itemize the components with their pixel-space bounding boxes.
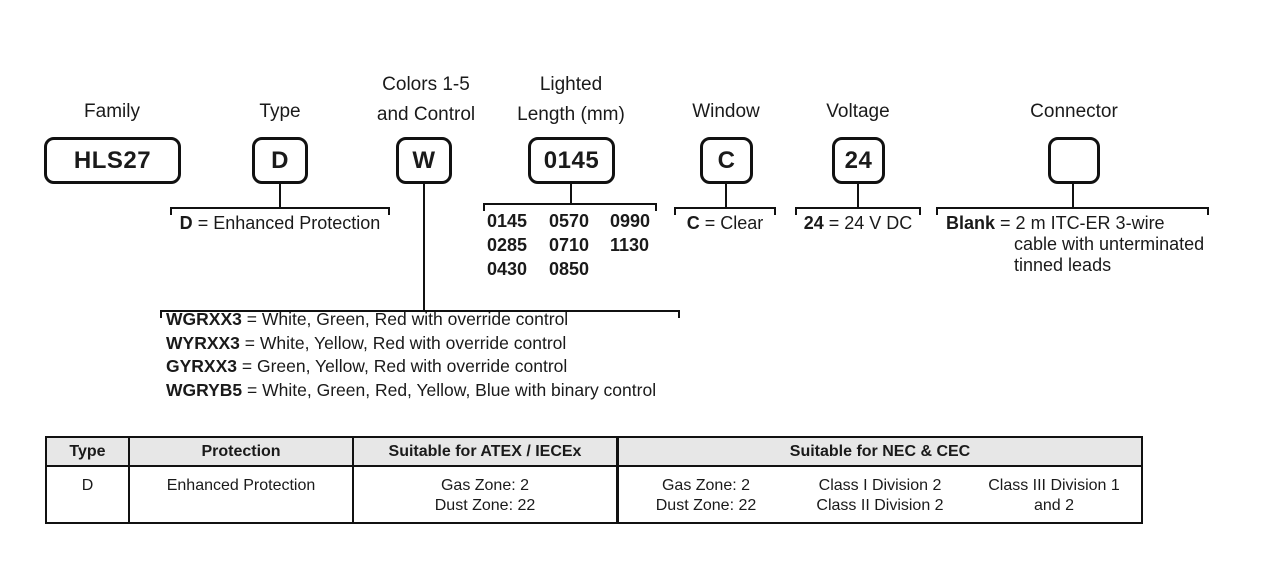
window-label: Window [692,101,760,122]
length-option: 0710 [549,235,590,255]
family-label: Family [84,101,140,122]
header-nec-cec: Suitable for NEC & CEC [789,442,971,460]
voltage-note-key: 24 [803,213,824,233]
length-option: 1130 [610,235,650,255]
window-stem-line [725,184,727,208]
length-bracket [483,203,657,211]
connector-note-line3: tinned leads [1014,255,1112,275]
colors-label [344,70,508,130]
protection-ratings-table [45,436,1143,524]
colors-option: WGRYB5 = White, Green, Red, Yellow, Blue with binary control [166,379,657,400]
window-code-box: C [700,137,753,184]
window-note [674,213,776,234]
type-note-key: D [179,213,193,233]
nec-class-1-2: Class I Division 2 Class II Division 2 [816,477,944,514]
colors-label-line2: and Control [376,104,476,125]
length-code-box: 0145 [528,137,615,184]
window-note-key: C [686,213,700,233]
colors-stem-line [423,184,425,311]
connector-note-key: Blank [946,213,996,233]
connector-code-box [1048,137,1100,184]
length-option: 0570 [549,211,590,231]
type-label: Type [259,101,301,122]
length-option: 0145 [487,211,528,231]
colors-label-line1: Colors 1-5 [382,74,470,95]
connector-label: Connector [1030,101,1118,122]
length-option: 0430 [487,259,528,279]
colors-option: WGRXX3 = White, Green, Red with override control [166,309,569,329]
voltage-note-value: = 24 V DC [828,213,913,233]
header-atex-iecex: Suitable for ATEX / IECEx [354,438,619,465]
cell-atex: Gas Zone: 2 Dust Zone: 22 [354,467,619,522]
voltage-code-box: 24 [832,137,885,184]
colors-options [166,308,656,402]
length-stem-line [570,184,572,204]
family-code-box: HLS27 [44,137,181,184]
length-option: 0285 [487,235,528,255]
length-label [491,70,651,130]
type-note [170,213,390,234]
colors-option: GYRXX3 = Green, Yellow, Red with override control [166,356,568,376]
type-code-box: D [252,137,308,184]
voltage-stem-line [857,184,859,208]
connector-note-line1: Blank = 2 m ITC-ER 3-wire [946,213,1165,233]
length-option: 0850 [549,259,590,279]
type-stem-line [279,184,281,208]
length-options [487,211,672,283]
nec-class-3: Class III Division 1 and 2 [988,477,1120,514]
connector-note-line2: cable with unterminated [1014,234,1205,254]
length-option: 0990 [610,211,651,231]
colors-option: WYRXX3 = White, Yellow, Red with override control [166,332,567,353]
table-header-row [47,438,1141,467]
colors-code-box: W [396,137,452,184]
nec-zones: Gas Zone: 2 Dust Zone: 22 [655,477,757,514]
table-row [47,467,1141,522]
voltage-label: Voltage [826,101,890,122]
voltage-note [795,213,921,234]
cell-protection: Enhanced Protection [130,467,354,522]
length-label-line1: Lighted [539,74,603,95]
window-note-value: = Clear [704,213,764,233]
header-protection: Protection [130,438,354,465]
cell-type: D [47,467,130,522]
cell-nec [619,467,1141,522]
header-type: Type [47,438,130,465]
length-label-line2: Length (mm) [517,104,625,125]
type-note-value: = Enhanced Protection [197,213,381,233]
connector-stem-line [1072,184,1074,208]
connector-note [946,213,1204,276]
